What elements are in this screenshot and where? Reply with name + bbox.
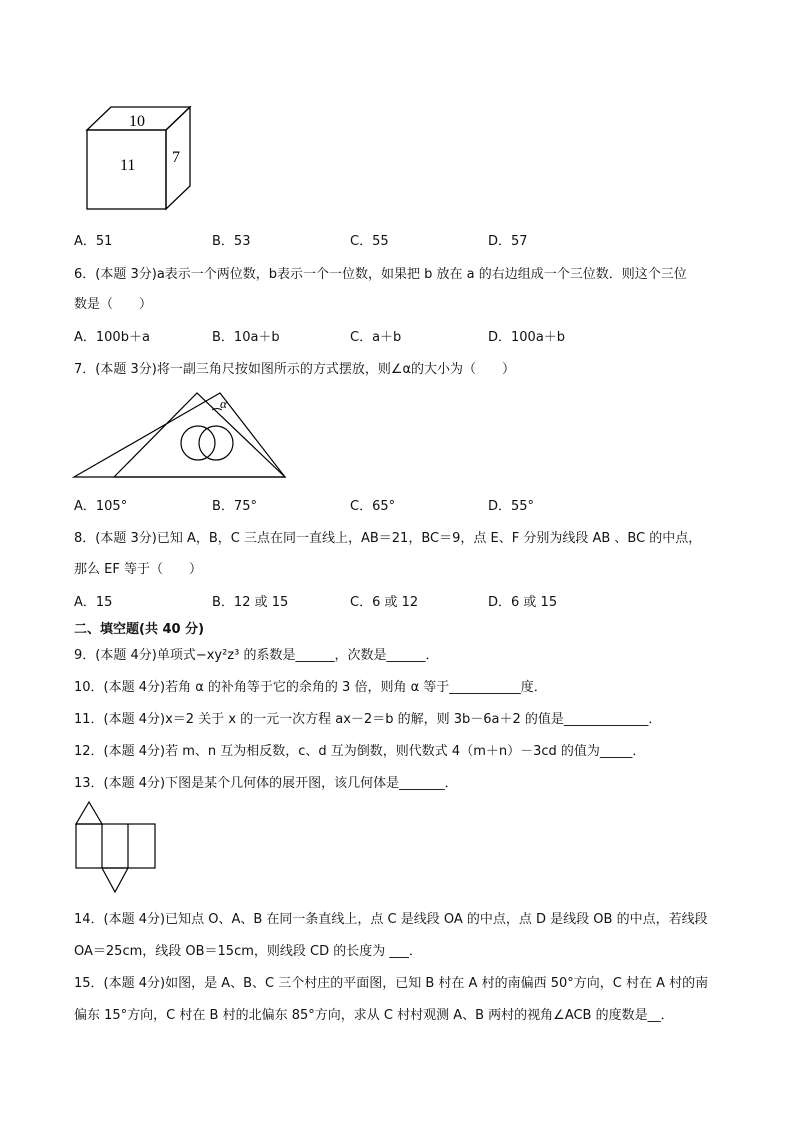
q6-stem-line1: 6．(本题 3分)a表示一个两位数，b表示一个一位数，如果把 b 放在 a 的右边组成一个三位数．则这个三位	[74, 267, 687, 282]
q7-option-b: B．75°	[212, 499, 257, 514]
q7-option-a: A．105°	[74, 499, 128, 514]
q9-stem: 9．(本题 4分)单项式−xy²z³ 的系数是______，次数是______．	[74, 648, 439, 663]
q14-stem-line1: 14．(本题 4分)已知点 O、A、B 在同一条直线上，点 C 是线段 OA 的中点，点 D 是线段 OB 的中点，若线段	[74, 912, 708, 927]
q6-options	[74, 326, 734, 344]
q15-stem-line1: 15．(本题 4分)如图，是 A、B、C 三个村庄的平面图，已知 B 村在 A 村的南偏西 50°方向，C 村在 A 村的南	[74, 976, 709, 991]
q8-option-b: B．12 或 15	[212, 595, 289, 610]
section-heading-fill-blank: 二、填空题(共 40 分)	[74, 622, 205, 637]
q8-stem-line1: 8．(本题 3分)已知 A，B，C 三点在同一直线上，AB＝21，BC＝9，点 E、F 分别为线段 AB 、BC 的中点，	[74, 531, 702, 546]
q12-stem: 12．(本题 4分)若 m、n 互为相反数，c、d 互为倒数，则代数式 4（m＋n）－3cd 的值为_____．	[74, 744, 646, 759]
q6-option-b: B．10a＋b	[212, 330, 280, 345]
q6-stem-line2: 数是（ ）	[74, 297, 153, 312]
q15-stem-line2: 偏东 15°方向，C 村在 B 村的北偏东 85°方向，求从 C 村村观测 A、B 两村的视角∠ACB 的度数是__．	[74, 1008, 674, 1023]
prism-net-figure	[74, 800, 159, 895]
cube-right-number: 7	[172, 149, 180, 166]
q5-option-a: A．51	[74, 234, 113, 249]
q11-stem: 11．(本题 4分)x＝2 关于 x 的一元一次方程 ax－2＝b 的解，则 3b－6a＋2 的值是_____________．	[74, 712, 662, 727]
q8-options	[74, 591, 734, 609]
q7-option-c: C．65°	[350, 499, 396, 514]
alpha-label: α	[220, 396, 227, 411]
cube-top-number: 10	[129, 113, 145, 130]
q5-option-b: B．53	[212, 234, 251, 249]
q14-stem-line2: OA＝25cm，线段 OB＝15cm，则线段 CD 的长度为 ___．	[74, 944, 422, 959]
cube-front-number: 11	[120, 157, 136, 174]
q8-option-c: C．6 或 12	[350, 595, 419, 610]
triangle-rulers-figure	[70, 385, 290, 485]
q6-option-a: A．100b＋a	[74, 330, 150, 345]
q8-option-d: D．6 或 15	[488, 595, 558, 610]
q6-option-d: D．100a＋b	[488, 330, 566, 345]
q5-options	[74, 230, 734, 248]
q10-stem: 10．(本题 4分)若角 α 的补角等于它的余角的 3 倍，则角 α 等于___________度．	[74, 680, 547, 695]
q7-options	[74, 495, 734, 513]
q7-stem: 7．(本题 3分)将一副三角尺按如图所示的方式摆放，则∠α的大小为（ ）	[74, 362, 516, 377]
q13-stem: 13．(本题 4分)下图是某个几何体的展开图，该几何体是_______．	[74, 776, 458, 791]
cube-figure	[80, 100, 195, 215]
q6-option-c: C．a＋b	[350, 330, 402, 345]
q8-option-a: A．15	[74, 595, 113, 610]
q5-option-d: D．57	[488, 234, 528, 249]
q7-option-d: D．55°	[488, 499, 535, 514]
q5-option-c: C．55	[350, 234, 389, 249]
q8-stem-line2: 那么 EF 等于（ ）	[74, 562, 202, 577]
